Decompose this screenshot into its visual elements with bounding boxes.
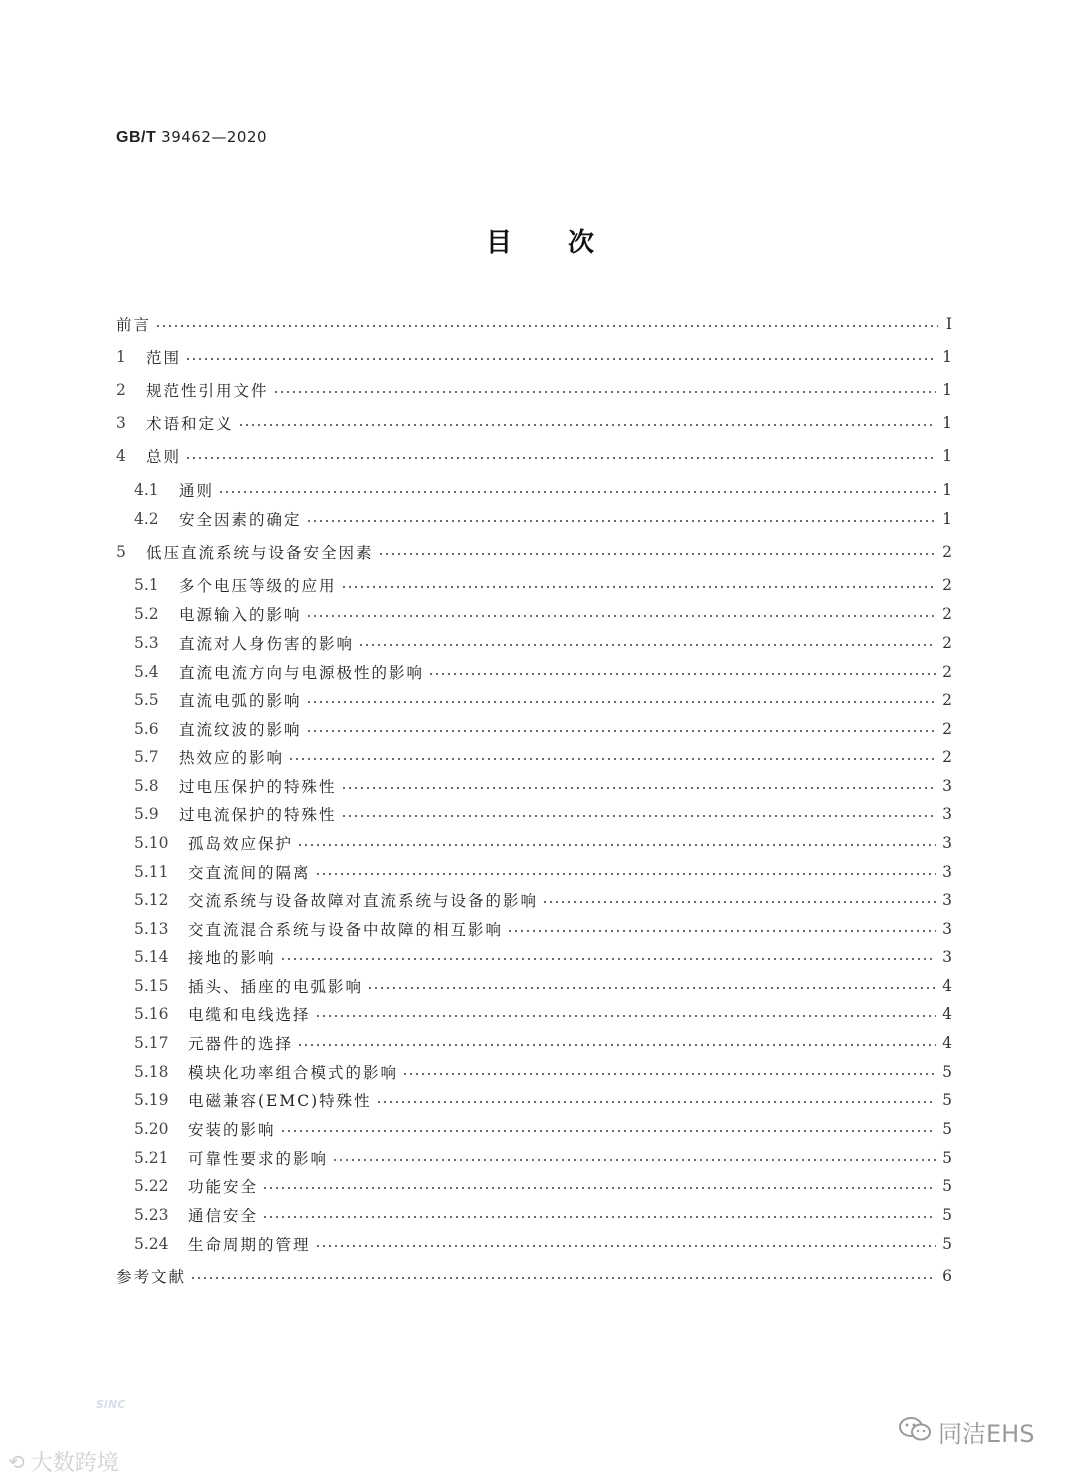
toc-entry-number: 4	[116, 447, 126, 465]
toc-entry[interactable]	[134, 507, 952, 531]
toc-dot-leader	[378, 553, 937, 555]
toc-entry-label: 多个电压等级的应用	[179, 577, 337, 595]
toc-entry-number: 5.20	[134, 1120, 169, 1138]
toc-dot-leader	[315, 1015, 937, 1017]
toc-entry-page: 3	[942, 920, 952, 938]
toc-entry-page: 4	[942, 1034, 952, 1052]
toc-entry-label: 过电压保护的特殊性	[179, 778, 337, 796]
toc-dot-leader	[402, 1073, 936, 1075]
toc-dot-leader	[155, 325, 938, 327]
toc-entry-label: 安装的影响	[188, 1121, 276, 1139]
toc-entry-page: 2	[942, 748, 952, 766]
standard-code	[116, 128, 267, 147]
toc-entry-page: 5	[942, 1235, 952, 1253]
toc-entry-label: 直流纹波的影响	[179, 721, 302, 739]
toc-entry[interactable]	[116, 312, 952, 336]
toc-dot-leader	[376, 1101, 936, 1103]
toc-entry-page: 1	[942, 510, 952, 528]
toc-entry-label: 交流系统与设备故障对直流系统与设备的影响	[188, 892, 539, 910]
toc-entry[interactable]	[134, 1174, 952, 1198]
toc-entry-page: 2	[942, 576, 952, 594]
toc-entry[interactable]	[134, 573, 952, 597]
toc-dot-leader	[315, 1245, 937, 1247]
title-char-2: 次	[568, 228, 595, 258]
toc-entry-page: 3	[942, 948, 952, 966]
toc-entry[interactable]	[116, 345, 952, 369]
toc-entry-label: 交直流混合系统与设备中故障的相互影响	[188, 921, 504, 939]
toc-entry-page: 1	[942, 381, 952, 399]
toc-entry-label: 孤岛效应保护	[188, 835, 294, 853]
toc-dot-leader	[190, 1277, 936, 1279]
toc-entry-number: 5.6	[134, 720, 159, 738]
toc-entry-page: 5	[942, 1177, 952, 1195]
toc-entry-label: 范围	[146, 349, 182, 367]
toc-entry-number: 5.4	[134, 663, 159, 681]
toc-entry-number: 5.18	[134, 1063, 169, 1081]
toc-entry-label: 元器件的选择	[188, 1035, 294, 1053]
toc-entry[interactable]	[134, 1203, 952, 1227]
toc-entry-number: 5.12	[134, 891, 169, 909]
toc-entry-label: 电缆和电线选择	[188, 1006, 311, 1024]
toc-entry-label: 电磁兼容(EMC)特殊性	[188, 1092, 372, 1110]
toc-dot-leader	[280, 958, 937, 960]
toc-dot-leader	[367, 987, 936, 989]
toc-entry-label: 参考文献	[116, 1268, 187, 1286]
toc-entry-number: 5.17	[134, 1034, 169, 1052]
toc-entry[interactable]	[134, 1117, 952, 1141]
toc-entry-page: 4	[942, 1005, 952, 1023]
toc-entry[interactable]	[134, 1031, 952, 1055]
toc-entry-page: 5	[942, 1091, 952, 1109]
toc-entry-page: 1	[942, 414, 952, 432]
toc-entry-number: 5.11	[134, 863, 169, 881]
standard-number: 39462—2020	[161, 128, 268, 146]
toc-entry-label: 通则	[179, 482, 215, 500]
toc-entry-label: 低压直流系统与设备安全因素	[146, 544, 374, 562]
toc-dot-leader	[507, 930, 936, 932]
toc-entry-label: 热效应的影响	[179, 749, 285, 767]
toc-entry-number: 5.1	[134, 576, 159, 594]
toc-entry-label: 术语和定义	[146, 415, 234, 433]
toc-entry-page: 3	[942, 777, 952, 795]
toc-entry-number: 5.3	[134, 634, 159, 652]
toc-entry-label: 前言	[116, 316, 152, 334]
toc-entry-number: 5.19	[134, 1091, 169, 1109]
toc-dot-leader	[428, 673, 936, 675]
toc-dot-leader	[262, 1187, 936, 1189]
toc-entry-number: 5.15	[134, 977, 169, 995]
toc-entry[interactable]	[134, 774, 952, 798]
toc-entry-page: 5	[942, 1149, 952, 1167]
toc-entry-page: 6	[942, 1267, 952, 1285]
toc-dot-leader	[238, 424, 937, 426]
toc-entry-label: 功能安全	[188, 1178, 259, 1196]
toc-entry-number: 5.23	[134, 1206, 169, 1224]
toc-entry[interactable]	[134, 602, 952, 626]
toc-entry-number: 1	[116, 348, 126, 366]
toc-entry-number: 5.21	[134, 1149, 169, 1167]
toc-entry-page: 3	[942, 891, 952, 909]
toc-dot-leader	[280, 1130, 937, 1132]
toc-entry[interactable]	[116, 411, 952, 435]
toc-entry[interactable]	[134, 1146, 952, 1170]
toc-entry-page: 1	[942, 447, 952, 465]
left-watermark-text: 大数跨境	[30, 1451, 119, 1476]
page-title	[0, 222, 1080, 259]
toc-dot-leader	[341, 586, 937, 588]
toc-entry-label: 交直流间的隔离	[188, 864, 311, 882]
toc-entry-number: 5.5	[134, 691, 159, 709]
toc-dot-leader	[306, 520, 937, 522]
toc-entry-label: 电源输入的影响	[179, 606, 302, 624]
toc-entry[interactable]	[134, 1232, 952, 1256]
toc-entry-label: 插头、插座的电弧影响	[188, 978, 364, 996]
toc-entry-page: 2	[942, 720, 952, 738]
toc-entry-label: 可靠性要求的影响	[188, 1150, 329, 1168]
toc-entry[interactable]	[134, 478, 952, 502]
toc-entry-number: 5.24	[134, 1235, 169, 1253]
toc-dot-leader	[341, 787, 937, 789]
toc-entry-page: 5	[942, 1206, 952, 1224]
toc-entry[interactable]	[134, 945, 952, 969]
toc-entry-number: 5.8	[134, 777, 159, 795]
toc-entry[interactable]	[134, 1088, 952, 1112]
toc-entry-label: 通信安全	[188, 1207, 259, 1225]
toc-entry-page: 1	[942, 481, 952, 499]
toc-entry-page: 3	[942, 863, 952, 881]
toc-dot-leader	[288, 758, 936, 760]
toc-entry-label: 安全因素的确定	[179, 511, 302, 529]
toc-dot-leader	[297, 1044, 936, 1046]
toc-entry-page: Ⅰ	[945, 315, 952, 333]
toc-entry[interactable]	[116, 378, 952, 402]
toc-entry-number: 5.2	[134, 605, 159, 623]
toc-entry-number: 5.13	[134, 920, 169, 938]
toc-entry[interactable]	[134, 860, 952, 884]
toc-entry-page: 2	[942, 691, 952, 709]
sinc-watermark-logo: SINC	[96, 1398, 126, 1411]
toc-entry-number: 4.2	[134, 510, 159, 528]
toc-entry[interactable]	[134, 1002, 952, 1026]
toc-dot-leader	[306, 701, 937, 703]
toc-dot-leader	[273, 391, 937, 393]
toc-entry-number: 5.9	[134, 805, 159, 823]
toc-dot-leader	[341, 815, 937, 817]
toc-dot-leader	[297, 844, 936, 846]
toc-dot-leader	[306, 615, 937, 617]
toc-entry[interactable]	[116, 444, 952, 468]
toc-entry[interactable]	[134, 688, 952, 712]
toc-entry-label: 直流电流方向与电源极性的影响	[179, 664, 425, 682]
toc-dot-leader	[185, 358, 936, 360]
toc-entry[interactable]	[134, 660, 952, 684]
title-char-1: 目	[485, 228, 512, 258]
toc-entry[interactable]	[134, 917, 952, 941]
toc-entry-page: 5	[942, 1063, 952, 1081]
toc-dot-leader	[185, 457, 936, 459]
left-watermark	[8, 1446, 119, 1477]
toc-entry-number: 4.1	[134, 481, 159, 499]
toc-entry-number: 5.10	[134, 834, 169, 852]
toc-entry-page: 2	[942, 605, 952, 623]
toc-entry-page: 2	[942, 663, 952, 681]
toc-dot-leader	[218, 491, 936, 493]
toc-dot-leader	[332, 1159, 936, 1161]
toc-entry-page: 3	[942, 805, 952, 823]
toc-entry-label: 直流电弧的影响	[179, 692, 302, 710]
standard-prefix: GB/T	[116, 129, 157, 146]
toc-entry-number: 5	[116, 543, 126, 561]
toc-entry-number: 3	[116, 414, 126, 432]
toc-entry-page: 2	[942, 543, 952, 561]
toc-entry-number: 2	[116, 381, 126, 399]
toc-entry-number: 5.14	[134, 948, 169, 966]
toc-entry-label: 接地的影响	[188, 949, 276, 967]
toc-entry-label: 直流对人身伤害的影响	[179, 635, 355, 653]
toc-entry[interactable]	[134, 1060, 952, 1084]
toc-entry-label: 模块化功率组合模式的影响	[188, 1064, 399, 1082]
toc-entry[interactable]	[134, 974, 952, 998]
toc-entry[interactable]	[134, 888, 952, 912]
watermark-camera-icon: ⟲	[8, 1449, 25, 1474]
toc-entry-number: 5.22	[134, 1177, 169, 1195]
toc-entry[interactable]	[134, 717, 952, 741]
toc-entry[interactable]	[134, 745, 952, 769]
toc-entry[interactable]	[134, 831, 952, 855]
toc-entry-page: 3	[942, 834, 952, 852]
toc-dot-leader	[542, 901, 936, 903]
toc-entry-page: 1	[942, 348, 952, 366]
toc-entry-page: 5	[942, 1120, 952, 1138]
toc-entry-page: 4	[942, 977, 952, 995]
right-watermark-text: 同洁EHS	[938, 1420, 1035, 1448]
wechat-icon	[898, 1415, 932, 1449]
toc-entry[interactable]	[134, 631, 952, 655]
toc-dot-leader	[358, 644, 936, 646]
toc-dot-leader	[262, 1216, 936, 1218]
toc-dot-leader	[306, 730, 937, 732]
toc-entry-label: 规范性引用文件	[146, 382, 269, 400]
toc-entry-label: 过电流保护的特殊性	[179, 806, 337, 824]
right-watermark	[898, 1414, 1034, 1449]
toc-entry[interactable]	[116, 540, 952, 564]
toc-entry-label: 总则	[146, 448, 182, 466]
toc-entry-number: 5.7	[134, 748, 159, 766]
toc-entry-label: 生命周期的管理	[188, 1236, 311, 1254]
toc-entry-page: 2	[942, 634, 952, 652]
toc-dot-leader	[315, 873, 937, 875]
toc-entry-number: 5.16	[134, 1005, 169, 1023]
toc-entry[interactable]	[134, 802, 952, 826]
toc-entry[interactable]	[116, 1264, 952, 1288]
